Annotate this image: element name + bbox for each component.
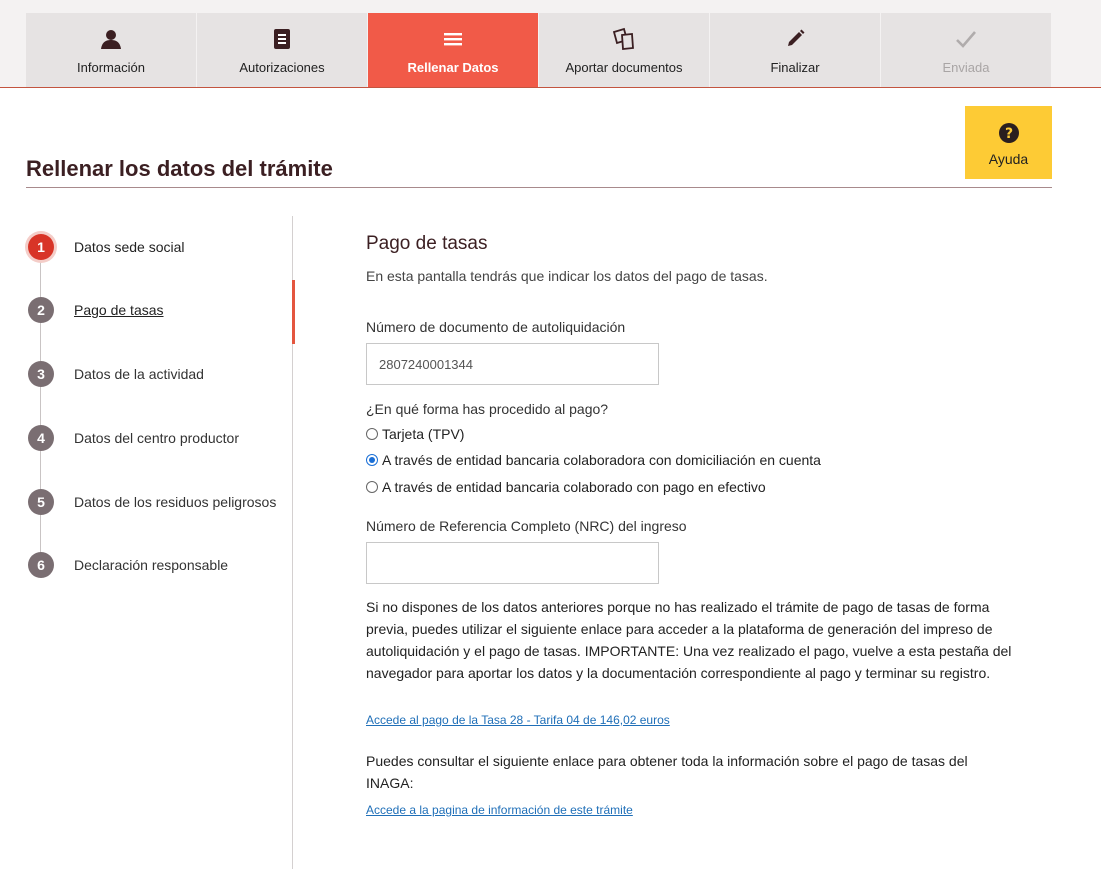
step-label: Datos del centro productor [74,430,239,446]
payment-option-tpv[interactable] [366,426,464,442]
step-navigation [0,216,295,869]
consult-info-text: Puedes consultar el siguiente enlace para obtener toda la información sobre el pago de tasas del INAGA: [366,753,968,791]
radio-label: Tarjeta (TPV) [382,426,465,442]
radio-label: A través de entidad bancaria colaboradora con domiciliación en cuenta [382,452,821,468]
pay-fee-link[interactable]: Accede al pago de la Tasa 28 - Tarifa 04 de 146,02 euros [366,713,670,727]
help-button[interactable] [965,106,1052,179]
tab-label: Rellenar Datos [407,60,499,75]
payment-option-domiciliacion[interactable] [366,452,821,468]
step-label: Datos sede social [74,239,185,255]
payment-option-efectivo[interactable] [366,479,766,495]
radio-button[interactable] [366,454,378,466]
nrc-label: Número de Referencia Completo (NRC) del ingreso [366,518,687,534]
tab-label: Finalizar [770,60,820,75]
tab-finalizar[interactable] [710,13,880,87]
nrc-input[interactable] [366,542,659,584]
pencil-icon [710,27,880,51]
step-datos-centro-productor[interactable] [28,425,290,451]
tab-enviada [881,13,1051,87]
step-label: Pago de tasas [74,302,164,318]
tab-label: Aportar documentos [565,60,683,75]
step-number: 5 [28,489,54,515]
section-title: Pago de tasas [366,233,488,254]
help-label: Ayuda [988,151,1029,167]
payment-method-question: ¿En qué forma has procedido al pago? [366,401,609,417]
step-declaracion-responsable[interactable] [28,552,290,578]
radio-button[interactable] [366,428,378,440]
radio-button[interactable] [366,481,378,493]
section-description: En esta pantalla tendrás que indicar los datos del pago de tasas. [366,268,768,284]
radio-label: A través de entidad bancaria colaborado con pago en efectivo [382,479,766,495]
tab-label: Autorizaciones [239,60,325,75]
step-label: Declaración responsable [74,557,229,573]
procedure-info-link[interactable]: Accede a la pagina de información de este trámite [366,803,633,817]
doc-number-label: Número de documento de autoliquidación [366,319,626,335]
step-number: 2 [28,297,54,323]
document-icon [197,27,367,51]
files-icon [539,27,709,51]
step-number: 3 [28,361,54,387]
step-datos-sede-social[interactable] [28,234,290,260]
tab-rellenar-datos[interactable] [368,13,538,87]
step-pago-de-tasas[interactable] [28,297,290,323]
svg-text:?: ? [1004,126,1013,142]
page-title: Rellenar los datos del trámite [26,156,333,181]
tab-autorizaciones[interactable] [197,13,367,87]
step-datos-actividad[interactable] [28,361,290,387]
step-label: Datos de los residuos peligrosos [74,494,277,510]
question-icon [965,122,1052,144]
user-icon [26,27,196,51]
process-tabs [0,0,1101,88]
tab-informacion[interactable] [26,13,196,87]
step-number: 6 [28,552,54,578]
step-number: 4 [28,425,54,451]
step-label: Datos de la actividad [74,366,204,382]
check-icon [881,27,1051,51]
tab-aportar-documentos[interactable] [539,13,709,87]
step-datos-residuos-peligrosos[interactable] [28,489,290,515]
step-connector-line [40,246,41,566]
step-number: 1 [28,234,54,260]
tab-label: Enviada [942,60,990,75]
payment-info-text: Si no dispones de los datos anteriores porque no has realizado el trámite de pago de tasas de forma previa, puedes utilizar el siguiente enlace para acceder a la plataforma de generación del impreso de autoliquidación y el pago de tasas. IMPORTANTE: Una vez realizado el pago, vuelve a esta pestaña del navegador para aportar los datos y la documentación correspondiente al pago y terminar su registro. [366,599,1012,681]
tab-label: Información [77,60,145,75]
title-divider [26,187,1052,188]
menu-icon [368,27,538,51]
active-step-indicator [292,280,295,344]
doc-number-input[interactable] [366,343,659,385]
